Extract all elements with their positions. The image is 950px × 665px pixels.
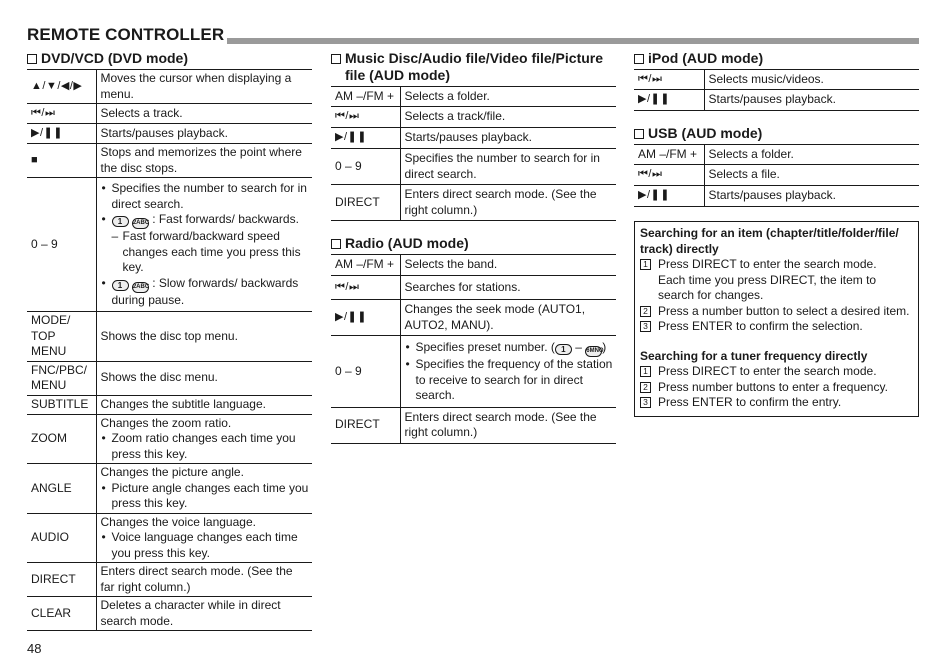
section-title-dvd: DVD/VCD (DVD mode) [27,50,312,67]
column-ipod-usb [634,50,919,417]
bullet-item: • 1 2ABC : Slow forwards/ backwards during pause. [101,276,310,309]
step-number: 3 [640,397,651,408]
key-cell: DIRECT [331,407,400,443]
key-cell: ⏮/⏭ [331,107,400,128]
table-row [634,186,919,207]
checkbox-icon [634,129,644,139]
desc-cell: Specifies the number to search for in direct search. [400,149,616,185]
step-item: 1 Press DIRECT to enter the search mode. [640,364,913,380]
key-cell: ▶/❚❚ [331,300,400,336]
table-row [27,312,312,362]
section-title-radio: Radio (AUD mode) [331,235,616,252]
table-row [27,563,312,597]
table-row [634,90,919,111]
bullet-item: • Specifies the frequency of the station to receive to search for in direct search. [405,357,614,404]
key-cell: ⏮/⏭ [331,276,400,300]
key-cell: ▶/❚❚ [634,186,704,207]
key-cell: AM –/FM + [634,145,704,165]
table-row [634,145,919,165]
key-cell: AUDIO [27,513,96,563]
table-row [331,128,616,149]
table-row [27,395,312,414]
checkbox-icon [27,54,37,64]
search-item-heading: Searching for an item (chapter/title/folder/file/ track) directly [640,226,899,256]
table-row [331,336,616,408]
key-cell: ⏮/⏭ [27,104,96,124]
key-cell: SUBTITLE [27,395,96,414]
table-row [27,361,312,395]
section-title-ipod: iPod (AUD mode) [634,50,919,67]
section-title-music: Music Disc/Audio file/Video file/Picture file (AUD mode) [331,50,616,84]
desc-cell: Starts/pauses playback. [96,124,312,144]
checkbox-icon [634,54,644,64]
key-cell: AM –/FM + [331,255,400,276]
key-cell: FNC/PBC/ MENU [27,361,96,395]
column-dvd [27,50,312,631]
search-tuner-heading: Searching for a tuner frequency directly [640,348,868,363]
desc-cell: Selects the band. [400,255,616,276]
section-title-usb: USB (AUD mode) [634,125,919,142]
desc-cell: Changes the zoom ratio. • Zoom ratio changes each time you press this key. [96,414,312,464]
desc-cell: Starts/pauses playback. [400,128,616,149]
key-cell: ▶/❚❚ [634,90,704,111]
step-number: 2 [640,306,651,317]
dvd-key-table [27,69,312,631]
table-row [331,87,616,107]
column-music-radio [331,50,616,444]
desc-cell: Enters direct search mode. (See the far right column.) [96,563,312,597]
bullet-item: • Specifies preset number. ( 1 – 6MNO) [405,340,614,357]
key-cell: 0 – 9 [331,336,400,408]
number-1-button-icon: 1 [555,344,572,355]
key-cell: ▶/❚❚ [27,124,96,144]
key-cell: DIRECT [331,185,400,221]
desc-cell: Changes the seek mode (AUTO1, AUTO2, MANU). [400,300,616,336]
desc-cell: Enters direct search mode. (See the right column.) [400,185,616,221]
step-item: 1 Press DIRECT to enter the search mode. Each time you press DIRECT, the item to search for changes. [640,257,913,304]
step-item: 2 Press a number button to select a desired item. [640,304,913,320]
key-cell: CLEAR [27,597,96,631]
key-cell: 0 – 9 [331,149,400,185]
desc-cell: Changes the subtitle language. [96,395,312,414]
table-row [634,165,919,186]
key-cell: ZOOM [27,414,96,464]
key-cell: DIRECT [27,563,96,597]
table-row [27,414,312,464]
desc-cell: Searches for stations. [400,276,616,300]
desc-cell: Starts/pauses playback. [704,90,919,111]
key-cell: 0 – 9 [27,178,96,312]
desc-cell: Selects a file. [704,165,919,186]
checkbox-icon [331,54,341,64]
table-row [331,407,616,443]
page-header [27,22,919,46]
desc-cell [400,336,616,408]
sub-item: – Fast forward/backward speed changes each time you press this key. [101,229,310,276]
step-number: 2 [640,382,651,393]
desc-cell: Deletes a character while in direct search mode. [96,597,312,631]
desc-cell: Selects a track. [96,104,312,124]
desc-cell: Selects a folder. [704,145,919,165]
bullet-item: • Zoom ratio changes each time you press this key. [101,431,310,462]
radio-key-table [331,254,616,444]
checkbox-icon [331,239,341,249]
step-number: 3 [640,321,651,332]
step-item: 2 Press number buttons to enter a frequency. [640,380,913,396]
desc-cell [96,178,312,312]
table-row [27,464,312,514]
desc-cell: Selects a track/file. [400,107,616,128]
page-title: REMOTE CONTROLLER [27,25,227,45]
desc-cell: Enters direct search mode. (See the right column.) [400,407,616,443]
table-row [27,513,312,563]
step-item: 3 Press ENTER to confirm the selection. [640,319,913,335]
table-row [331,107,616,128]
desc-cell: Changes the picture angle. • Picture angle changes each time you press this key. [96,464,312,514]
key-cell: ▶/❚❚ [331,128,400,149]
direct-search-box [634,221,919,417]
bullet-item: • Voice language changes each time you press this key. [101,530,310,561]
bullet-item: • Specifies the number to search for in direct search. [101,181,310,212]
desc-cell: Selects music/videos. [704,70,919,90]
key-cell: ⏮/⏭ [634,70,704,90]
table-row [331,276,616,300]
key-cell: ANGLE [27,464,96,514]
number-2-button-icon: 2ABC [132,218,149,229]
table-row [331,255,616,276]
desc-cell: Shows the disc menu. [96,361,312,395]
desc-cell: Selects a folder. [400,87,616,107]
key-cell: AM –/FM + [331,87,400,107]
table-row [27,70,312,104]
table-row [27,124,312,144]
key-cell: ▲/▼/◀/▶ [27,70,96,104]
number-6-button-icon: 6MNO [585,346,602,357]
table-row [634,70,919,90]
key-cell: ⏮/⏭ [634,165,704,186]
number-2-button-icon: 2ABC [132,282,149,293]
table-row [331,149,616,185]
desc-cell: Moves the cursor when displaying a menu. [96,70,312,104]
desc-cell: Changes the voice language. • Voice language changes each time you press this key. [96,513,312,563]
number-1-button-icon: 1 [112,216,129,227]
desc-cell: Stops and memorizes the point where the disc stops. [96,144,312,178]
bullet-item: • Picture angle changes each time you press this key. [101,481,310,512]
table-row [27,144,312,178]
ipod-key-table [634,69,919,111]
bullet-item: • 1 2ABC : Fast forwards/ backwards. [101,212,310,229]
step-item: 3 Press ENTER to confirm the entry. [640,395,913,411]
table-row [27,597,312,631]
number-1-button-icon: 1 [112,280,129,291]
usb-key-table [634,144,919,207]
desc-cell: Starts/pauses playback. [704,186,919,207]
desc-cell: Shows the disc top menu. [96,312,312,362]
key-cell: MODE/ TOP MENU [27,312,96,362]
page-number: 48 [27,641,42,656]
step-number: 1 [640,366,651,377]
table-row [331,300,616,336]
table-row [27,104,312,124]
table-row [27,178,312,312]
music-key-table [331,86,616,221]
step-number: 1 [640,259,651,270]
table-row [331,185,616,221]
key-cell: ■ [27,144,96,178]
